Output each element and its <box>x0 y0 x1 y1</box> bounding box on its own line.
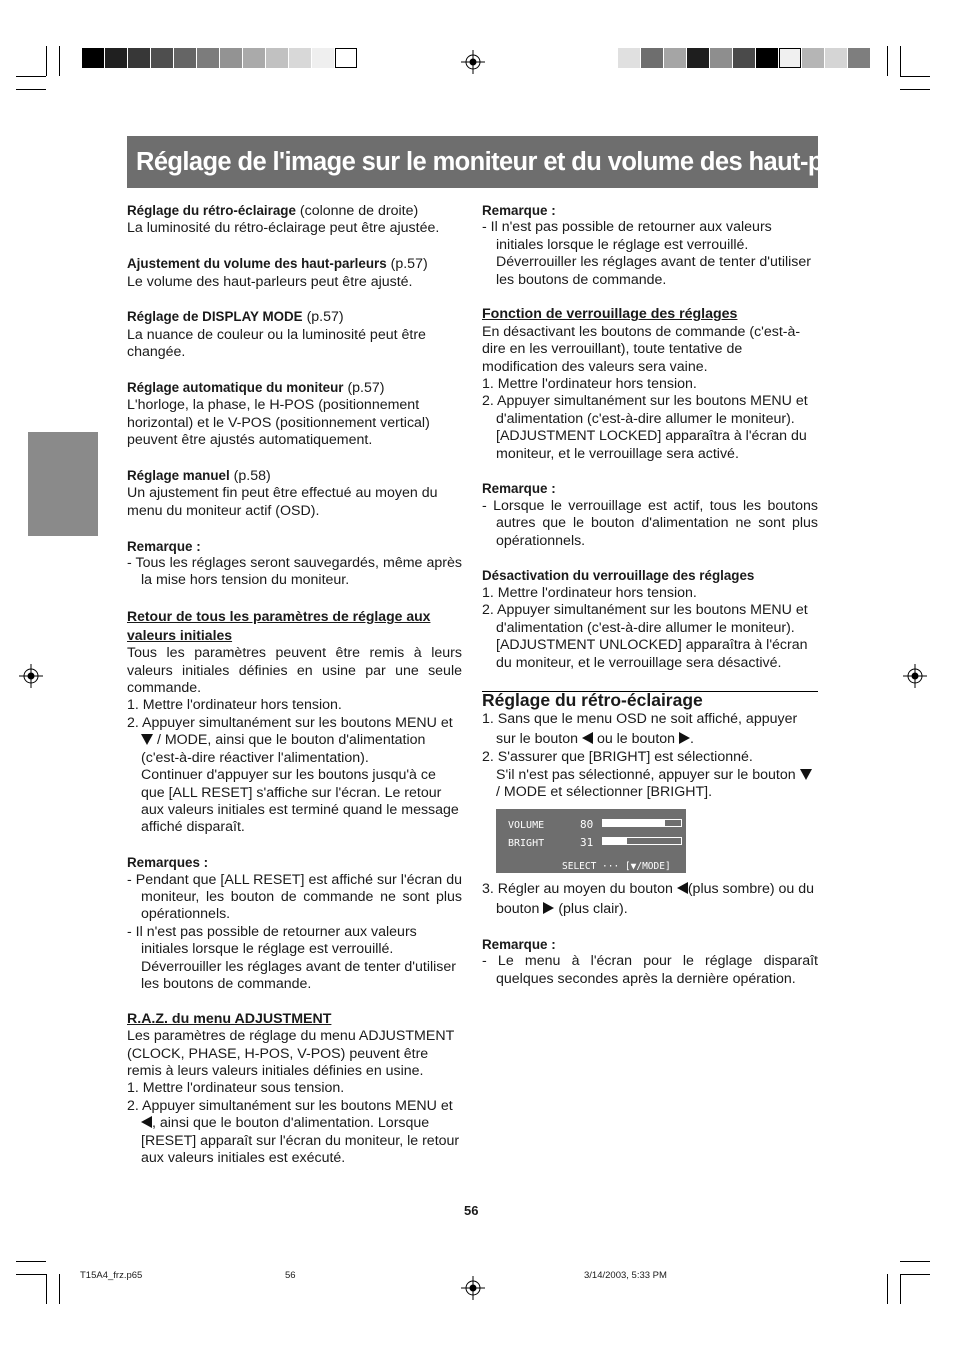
unlock-step1: 1. Mettre l'ordinateur hors tension. <box>482 584 697 601</box>
left-arrow-icon <box>677 882 688 894</box>
osd-bright-value: 31 <box>580 835 594 849</box>
footer-date: 3/14/2003, 5:33 PM <box>584 1270 667 1281</box>
reset-all-heading: Retour de tous les paramètres de réglage aux valeurs initiales <box>127 608 431 644</box>
backlight-step3: 3. Régler au moyen du bouton (plus sombre) ou du bouton (plus clair). <box>482 880 814 917</box>
volume-heading: Ajustement du volume des haut-parleurs (p.57) <box>127 256 428 273</box>
raz-step2: 2. Appuyer simultanément sur les boutons MENU et , ainsi que le bouton d'alimentation. Lorsque [RESET] apparaît sur l'écran du moniteur, le retour aux valeurs initiales est exécuté. <box>127 1097 460 1166</box>
osd-select-hint: SELECT ··· [▼/MODE] <box>562 860 671 872</box>
backlight-step2: 2. S'assurer que [BRIGHT] est sélectionné. <box>482 749 753 766</box>
calibration-right-swatch <box>710 48 732 68</box>
osd-volume-fill <box>603 820 665 826</box>
registration-mark-left <box>19 664 43 688</box>
calibration-left-swatch <box>266 48 288 68</box>
calibration-right-swatch <box>825 48 847 68</box>
note-heading: Remarque : <box>127 538 201 554</box>
reset-all-step2: 2. Appuyer simultanément sur les boutons MENU et / MODE, ainsi que le bouton d'alimentation (c'est-à-dire réactiver l'alimentation). <box>127 714 453 766</box>
backlight-step2-detail: S'il n'est pas sélectionné, appuyer sur le bouton / MODE et sélectionner [BRIGHT]. <box>482 767 818 802</box>
lock-step2: 2. Appuyer simultanément sur les boutons MENU et d'alimentation (c'est-à-dire allumer le moniteur). <box>482 393 808 427</box>
reset-all-text: Tous les paramètres peuvent être remis à leurs valeurs initiales définies en usine par une seule commande. <box>127 645 462 697</box>
backlight-heading: Réglage du rétro-éclairage (colonne de droite) <box>127 203 419 219</box>
calibration-left-swatch <box>128 48 150 68</box>
unlock-heading: Désactivation du verrouillage des réglages <box>482 568 755 584</box>
osd-bright-bar <box>602 837 682 845</box>
left-column <box>127 202 462 1167</box>
note-heading-right: Remarque : <box>482 203 556 218</box>
calibration-right-swatch <box>733 48 755 68</box>
osd-bright-fill <box>603 838 627 844</box>
calibration-right-swatch <box>756 48 778 68</box>
right-arrow-icon <box>543 902 554 914</box>
display-mode-text: La nuance de couleur ou la luminosité peut être changée. <box>127 326 426 361</box>
calibration-left-swatch <box>197 48 219 68</box>
backlight-text: La luminosité du rétro-éclairage peut être ajustée. <box>127 220 440 237</box>
calibration-right-swatch <box>618 48 640 68</box>
raz-heading: R.A.Z. du menu ADJUSTMENT <box>127 1010 332 1027</box>
registration-mark-bottom <box>461 1276 485 1300</box>
auto-adjust-text: L'horloge, la phase, le H-POS (positionnement horizontal) et le V-POS (positionnement vertical) peuvent être ajustés automatiquement. <box>127 397 430 449</box>
backlight-step1: 1. Sans que le menu OSD ne soit affiché, appuyer sur le bouton ou le bouton . <box>482 711 798 748</box>
lock-note-item: - Lorsque le verrouillage est actif, tous les boutons autres que le bouton d'alimentation ne sont plus opérationnels. <box>482 497 818 549</box>
down-arrow-icon <box>141 734 153 745</box>
calibration-right-swatch <box>779 48 801 68</box>
note-item: - Tous les réglages seront sauvegardés, même après la mise hors tension du moniteur. <box>127 555 462 589</box>
calibration-left-swatch <box>220 48 242 68</box>
registration-mark-right <box>903 664 927 688</box>
calibration-strip-left <box>82 48 358 68</box>
left-arrow-icon <box>141 1116 152 1128</box>
down-arrow-icon <box>800 769 812 780</box>
reset-all-step1: 1. Mettre l'ordinateur hors tension. <box>127 697 342 714</box>
footer-file: T15A4_frz.p65 <box>80 1270 143 1281</box>
calibration-left-swatch <box>174 48 196 68</box>
calibration-left-swatch <box>105 48 127 68</box>
reset-all-step2-detail: Continuer d'appuyer sur les boutons jusqu'à ce que [ALL RESET] s'affiche sur l'écran. Le retour aux valeurs initiales est terminé quand le message affiché disparaît. <box>141 767 459 836</box>
lock-text: En désactivant les boutons de commande (c'est-à-dire en les verrouillant), toute tentative de modification des valeurs sera vaine. <box>482 323 801 375</box>
backlight-section-heading: Réglage du rétro-éclairage <box>482 689 703 710</box>
notes-heading: Remarques : <box>127 855 209 871</box>
lock-note-heading: Remarque : <box>482 481 556 497</box>
osd-volume-label: VOLUME <box>508 819 545 831</box>
calibration-left-swatch <box>289 48 311 68</box>
registration-mark-top <box>461 50 485 74</box>
right-column <box>482 202 818 988</box>
calibration-right-swatch <box>641 48 663 68</box>
backlight-note-item: - Le menu à l'écran pour le réglage disparaît quelques secondes après la dernière opération. <box>482 953 818 987</box>
section-tab <box>28 432 98 536</box>
calibration-strip-right <box>618 48 871 68</box>
osd-bright-label: BRIGHT <box>508 837 545 849</box>
page-number: 56 <box>464 1203 479 1218</box>
calibration-right-swatch <box>802 48 824 68</box>
calibration-left-swatch <box>335 48 357 68</box>
auto-adjust-heading: Réglage automatique du moniteur (p.57) <box>127 380 385 397</box>
unlock-step2: 2. Appuyer simultanément sur les boutons MENU et d'alimentation (c'est-à-dire allumer le moniteur). <box>482 602 808 636</box>
calibration-left-swatch <box>243 48 265 68</box>
notes-item1: - Pendant que [ALL RESET] est affiché sur l'écran du moniteur, les bouton de commande ne sont plus opérationnels. <box>127 871 462 923</box>
display-mode-heading: Réglage de DISPLAY MODE (p.57) <box>127 309 344 326</box>
notes-item2: - Il n'est pas possible de retourner aux valeurs initiales lorsque le réglage est verrouillé. Déverrouiller les réglages avant de tenter d'utiliser les boutons de commande. <box>127 923 456 992</box>
right-arrow-icon <box>679 732 690 744</box>
calibration-right-swatch <box>687 48 709 68</box>
manual-adjust-text: Un ajustement fin peut être effectué au moyen du menu du moniteur actif (OSD). <box>127 485 438 519</box>
unlock-step2-detail: [ADJUSTMENT UNLOCKED] apparaîtra à l'écran du moniteur, et le verrouillage sera désactivé. <box>496 637 808 671</box>
footer-page: 56 <box>285 1270 296 1281</box>
left-arrow-icon <box>582 732 593 744</box>
backlight-note-heading: Remarque : <box>482 936 556 952</box>
calibration-left-swatch <box>312 48 334 68</box>
manual-adjust-heading: Réglage manuel (p.58) <box>127 468 271 485</box>
calibration-left-swatch <box>151 48 173 68</box>
lock-step1: 1. Mettre l'ordinateur hors tension. <box>482 376 697 393</box>
volume-text: Le volume des haut-parleurs peut être ajusté. <box>127 273 413 290</box>
raz-step1: 1. Mettre l'ordinateur sous tension. <box>127 1080 345 1097</box>
page-title: Réglage de l'image sur le moniteur et du volume des haut-parleurs <box>127 136 818 188</box>
calibration-right-swatch <box>848 48 870 68</box>
calibration-left-swatch <box>82 48 104 68</box>
osd-volume-value: 80 <box>580 817 594 831</box>
osd-menu <box>496 809 686 873</box>
calibration-right-swatch <box>664 48 686 68</box>
note-item-right: - Il n'est pas possible de retourner aux valeurs initiales lorsque le réglage est verrouillé. Déverrouiller les réglages avant de tenter d'utiliser les boutons de commande. <box>482 219 811 288</box>
osd-volume-bar <box>602 819 682 827</box>
raz-text: Les paramètres de réglage du menu ADJUSTMENT (CLOCK, PHASE, H-POS, V-POS) peuvent être remis à leurs valeurs initiales définies en usine. <box>127 1028 454 1079</box>
lock-heading: Fonction de verrouillage des réglages <box>482 306 738 323</box>
lock-step2-detail: [ADJUSTMENT LOCKED] apparaîtra à l'écran du moniteur, et le verrouillage sera activé. <box>496 428 807 462</box>
